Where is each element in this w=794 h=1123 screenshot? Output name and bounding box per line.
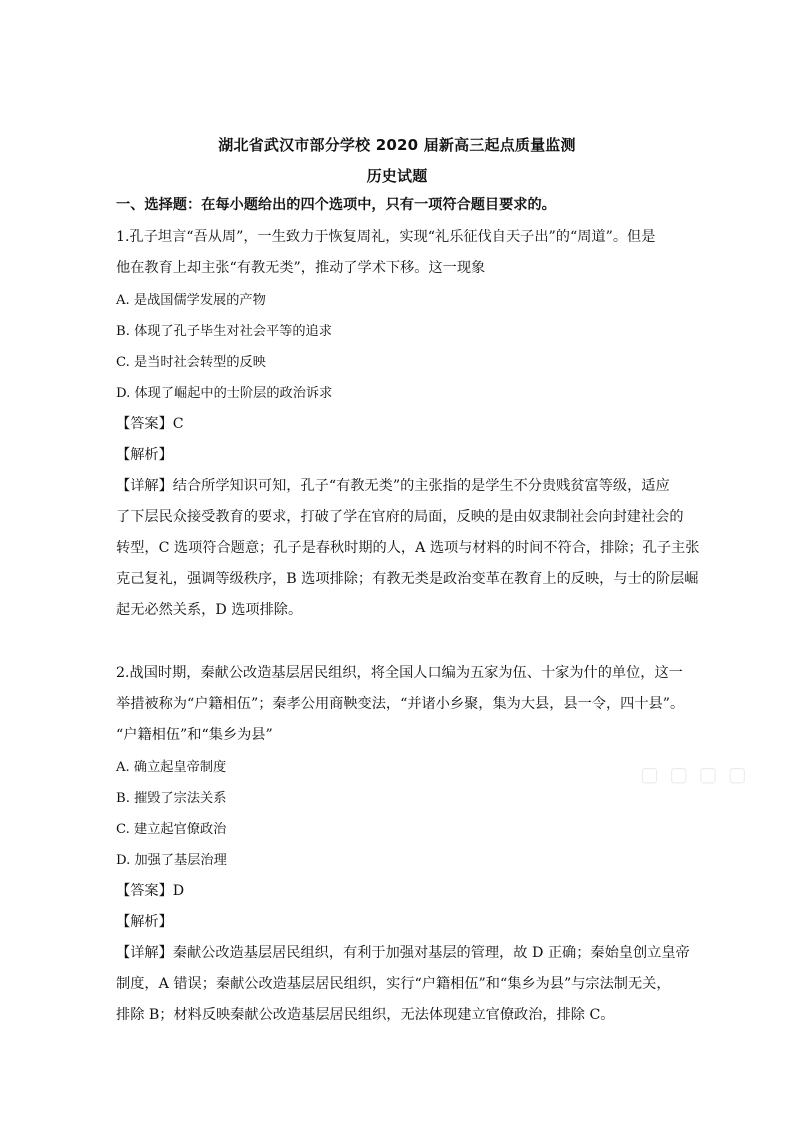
document-subtitle: 历史试题 bbox=[366, 167, 428, 185]
q1-option-d: D. 体现了崛起中的士阶层的政治诉求 bbox=[116, 386, 333, 401]
q2-option-b: B. 摧毁了宗法关系 bbox=[116, 791, 227, 806]
q1-detail-line: 了下层民众接受教育的要求，打破了学在官府的局面，反映的是由奴隶制社会向封建社会的 bbox=[116, 509, 684, 525]
q1-option-a: A. 是战国儒学发展的产物 bbox=[116, 293, 266, 308]
q1-option-b: B. 体现了孔子毕生对社会平等的追求 bbox=[116, 324, 332, 339]
q1-option-c: C. 是当时社会转型的反映 bbox=[116, 355, 266, 370]
section-heading: 一、选择题：在每小题给出的四个选项中，只有一项符合题目要求的。 bbox=[116, 197, 556, 213]
q1-detail-line: 【详解】结合所学知识可知，孔子“有教无类”的主张指的是学生不分贵贱贫富等级，适应 bbox=[116, 478, 670, 494]
q2-option-c: C. 建立起官僚政治 bbox=[116, 822, 227, 837]
q2-detail-line: 制度，A 错误；秦献公改造基层居民组织，实行“户籍相伍”和“集乡为县”与宗法制无关， bbox=[116, 976, 671, 992]
q2-option-a: A. 确立起皇帝制度 bbox=[116, 760, 227, 775]
q1-answer: 【答案】C bbox=[116, 416, 184, 432]
q1-detail-line: 转型，C 选项符合题意；孔子是春秋时期的人，A 选项与材料的时间不符合，排除；孔子主张 bbox=[116, 540, 700, 556]
q1-analysis-label: 【解析】 bbox=[116, 447, 173, 463]
q1-stem-line: 1.孔子坦言“吾从周”，一生致力于恢复周礼，实现“礼乐征伐自天子出”的“周道”。但是 bbox=[116, 229, 656, 245]
q2-analysis-label: 【解析】 bbox=[116, 914, 173, 930]
q2-answer: 【答案】D bbox=[116, 883, 185, 899]
document-title: 湖北省武汉市部分学校 2020 届新高三起点质量监测 bbox=[218, 136, 576, 154]
watermark: ▢ ▢ ▢ ▢ bbox=[640, 762, 749, 786]
q2-detail-line: 排除 B；材料反映秦献公改造基层居民组织，无法体现建立官僚政治，排除 C。 bbox=[116, 1007, 615, 1023]
q2-stem-line: 举措被称为“户籍相伍”；秦孝公用商鞅变法，“并诸小乡聚，集为大县，县一令，四十县”。 bbox=[116, 696, 685, 712]
q2-detail-line: 【详解】秦献公改造基层居民组织，有利于加强对基层的管理，故 D 正确；秦始皇创立皇帝 bbox=[116, 945, 690, 961]
q1-stem-line: 他在教育上却主张“有教无类”，推动了学术下移。这一现象 bbox=[116, 260, 486, 276]
q1-detail-line: 克己复礼，强调等级秩序，B 选项排除；有教无类是政治变革在教育上的反映，与士的阶层崛 bbox=[116, 571, 699, 587]
q1-detail-line: 起无必然关系，D 选项排除。 bbox=[116, 602, 303, 618]
q2-stem-line: 2.战国时期，秦献公改造基层居民组织，将全国人口编为五家为伍、十家为什的单位，这一 bbox=[116, 665, 683, 681]
q2-option-d: D. 加强了基层治理 bbox=[116, 853, 227, 868]
q2-stem-line: “户籍相伍”和“集乡为县” bbox=[116, 727, 273, 743]
